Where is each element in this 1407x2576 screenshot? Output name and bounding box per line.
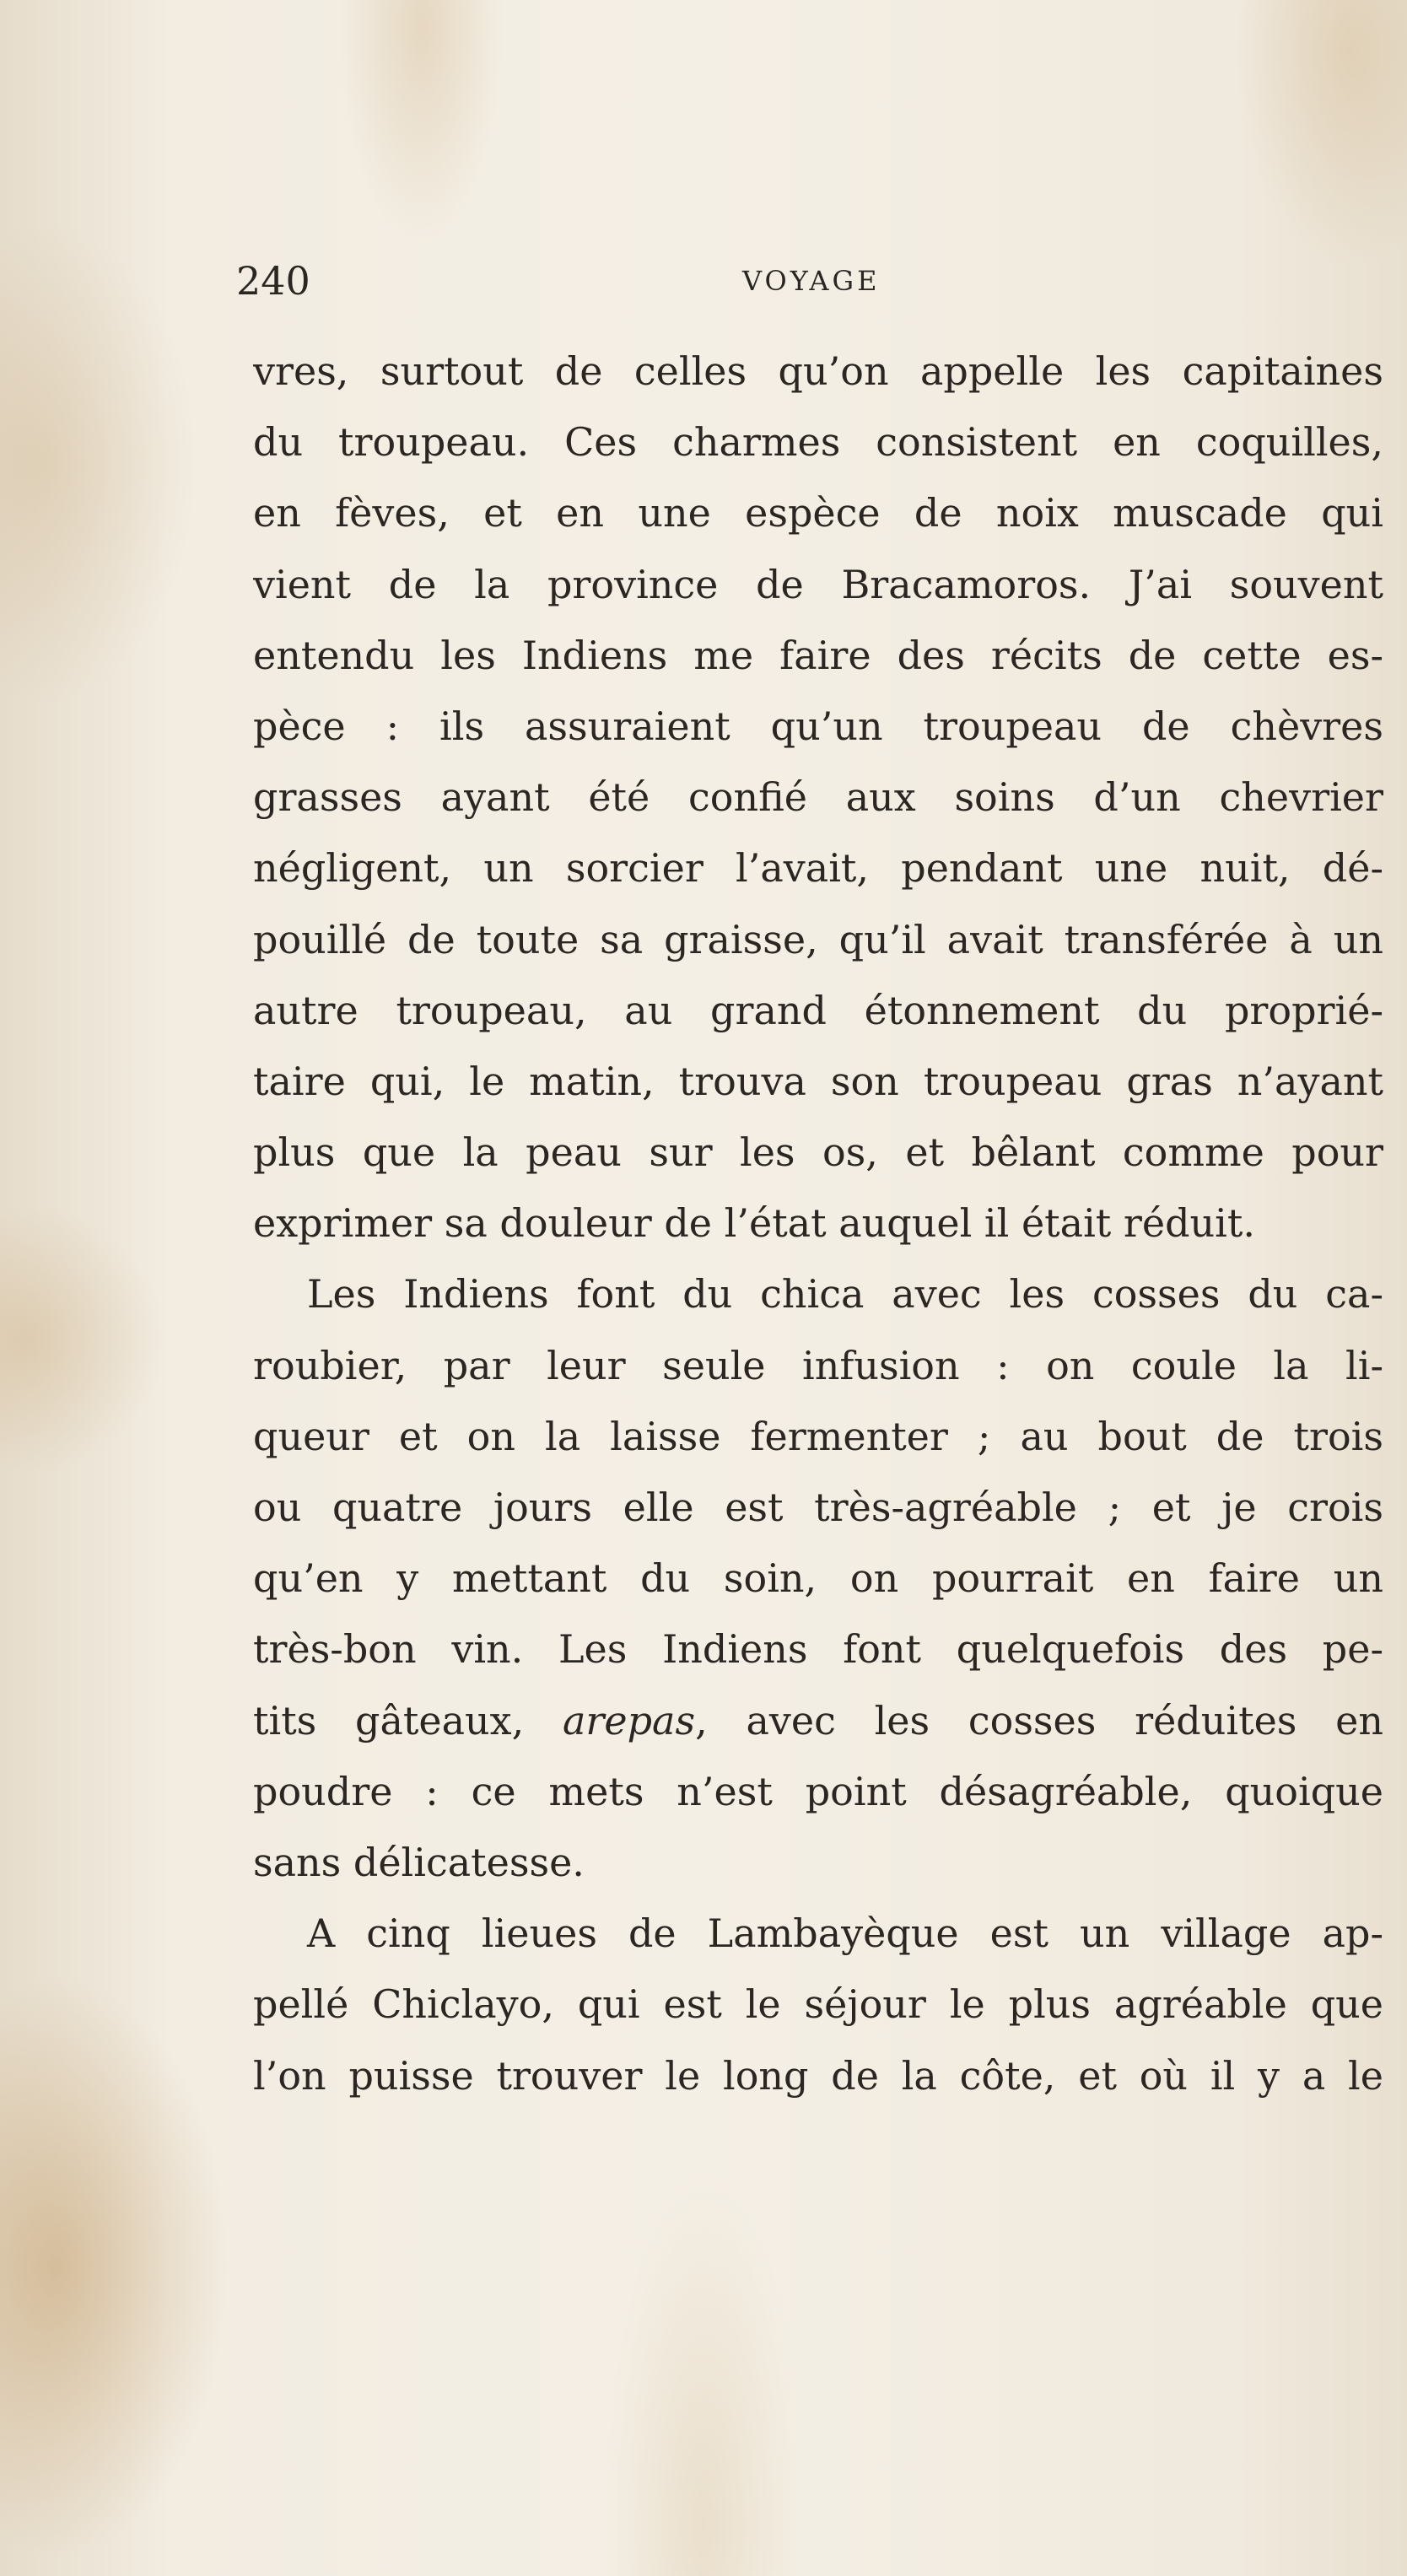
text-line: ou quatre jours elle est très-agréable ; et je crois: [253, 1485, 1383, 1530]
page-header: [236, 251, 1350, 310]
text-line: pouillé de toute sa graisse, qu’il avait transférée à un: [253, 916, 1383, 962]
text-line: très-bon vin. Les Indiens font quelquefois des pe-: [253, 1626, 1383, 1673]
text-segment: tits gâteaux,: [253, 1697, 563, 1743]
text-line: vres, surtout de celles qu’on appelle les capitaines: [253, 348, 1383, 394]
text-line: [253, 1685, 1383, 1756]
italic-term: arepas: [562, 1697, 696, 1743]
text-line: Les Indiens font du chica avec les cosses du ca-: [307, 1271, 1383, 1318]
text-line: entendu les Indiens me faire des récits de cette es-: [253, 632, 1383, 678]
text-line: poudre : ce mets n’est point désagréable, quoique: [253, 1768, 1383, 1814]
text-line: en fèves, et en une espèce de noix muscade qui: [253, 490, 1383, 536]
page-number: 240: [236, 258, 310, 304]
text-line: pèce : ils assuraient qu’un troupeau de chèvres: [253, 703, 1383, 749]
text-line: pellé Chiclayo, qui est le séjour le plus agréable que: [253, 1981, 1383, 2028]
text-line: grasses ayant été confié aux soins d’un chevrier: [253, 774, 1383, 821]
text-line: plus que la peau sur les os, et bêlant comme pour: [253, 1129, 1383, 1176]
text-line: vient de la province de Bracamoros. J’ai souvent: [253, 561, 1383, 607]
text-line: A cinq lieues de Lambayèque est un village ap-: [307, 1910, 1383, 1957]
text-line: queur et on la laisse fermenter ; au bout de trois: [253, 1413, 1383, 1459]
text-line: du troupeau. Ces charmes consistent en coquilles,: [253, 419, 1383, 466]
text-line: autre troupeau, au grand étonnement du proprié-: [253, 987, 1383, 1033]
text-line: exprimer sa douleur de l’état auquel il était réduit.: [253, 1200, 1256, 1247]
text-segment: , avec les cosses réduites en: [695, 1697, 1383, 1743]
text-line: sans délicatesse.: [253, 1839, 585, 1885]
text-line: qu’en y mettant du soin, on pourrait en faire un: [253, 1555, 1383, 1602]
text-line: l’on puisse trouver le long de la côte, et où il y a le: [253, 2052, 1383, 2099]
running-head: VOYAGE: [742, 265, 881, 297]
text-line: taire qui, le matin, trouva son troupeau gras n’ayant: [253, 1058, 1383, 1104]
text-line: négligent, un sorcier l’avait, pendant une nuit, dé-: [253, 845, 1383, 892]
text-line: roubier, par leur seule infusion : on coule la li-: [253, 1342, 1383, 1388]
body-text: [253, 336, 1383, 2111]
